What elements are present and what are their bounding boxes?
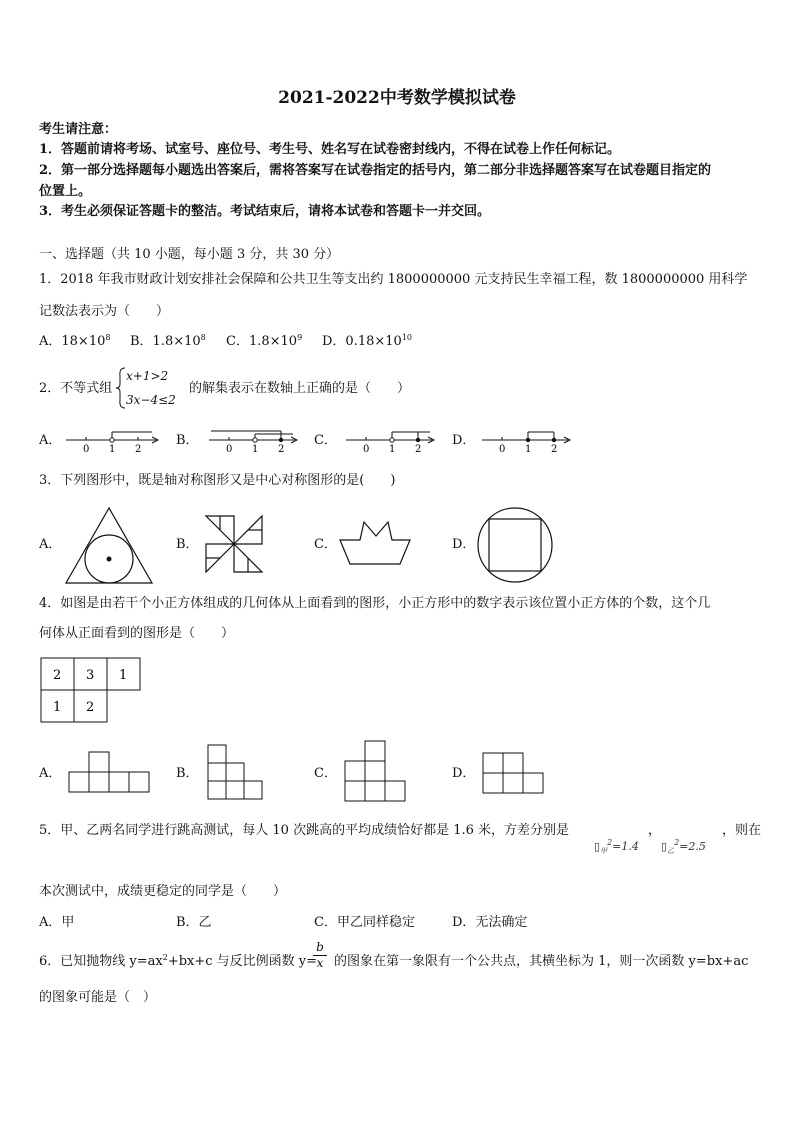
- q5-option-d: D．无法确定: [452, 915, 528, 930]
- q3-figure-pinwheel: [202, 512, 266, 576]
- q5-option-c: C．甲乙同样稳定: [314, 915, 415, 930]
- q1-option-b: B．$1.8\times 10^8$: [130, 333, 206, 349]
- q5-stem-line2: 本次测试中，成绩更稳定的同学是（ ）: [39, 884, 287, 899]
- q5-option-b: B．乙: [176, 915, 212, 930]
- q1-stem-line2: 记数法表示为（ ）: [39, 304, 170, 319]
- q6-stem-line1a: 6．已知抛物线 $y=ax^2+bx+c$ 与反比例函数 y=: [39, 953, 318, 969]
- q2-stem-suffix: 的解集表示在数轴上正确的是（ ）: [189, 381, 411, 396]
- tick-2: 2: [278, 444, 285, 454]
- q2-numberline-d: [478, 426, 573, 454]
- q1-option-c: C．$1.8\times 10^9$: [226, 333, 303, 349]
- grid-cell-5: 2: [86, 700, 95, 715]
- tick-2: 2: [551, 444, 558, 454]
- q4-top-view-grid: [40, 657, 142, 723]
- q3-figure-triangle-circle: [64, 506, 156, 586]
- grid-cell-3: 1: [119, 668, 128, 683]
- tick-1: 1: [389, 444, 396, 454]
- q5-tail: ，则在: [722, 823, 762, 838]
- notice-line-3: 位置上。: [39, 184, 92, 199]
- box-glyph-icon: ▯: [661, 840, 668, 853]
- notice-header: 考生请注意：: [39, 122, 118, 137]
- grid-cell-2: 3: [86, 668, 95, 683]
- q2-option-d-label: D．: [452, 433, 476, 448]
- tick-1: 1: [252, 444, 259, 454]
- q4-option-a-label: A．: [39, 766, 62, 781]
- tick-0: 0: [499, 444, 506, 454]
- q2-inequality-1: x+1>2: [126, 369, 169, 383]
- grid-cell-1: 2: [53, 668, 62, 683]
- q4-figure-b: [207, 744, 269, 802]
- q3-option-b-label: B．: [176, 537, 199, 552]
- notice-line-4: 3．考生必须保证答题卡的整洁。考试结束后，请将本试卷和答题卡一并交回。: [39, 204, 491, 219]
- q4-option-c-label: C．: [314, 766, 337, 781]
- q1-stem-line1: 1．2018 年我市财政计划安排社会保障和公共卫生等支出约 1800000000 元支持民生幸福工程，数 1800000000 用科学: [39, 272, 748, 287]
- q5-option-a: A．甲: [39, 915, 75, 930]
- notice-line-2: 2．第一部分选择题每小题选出答案后，需将答案写在试卷指定的括号内，第二部分非选择题答案写在试卷题目指定的: [39, 163, 712, 178]
- q3-figure-boat: [338, 518, 412, 568]
- q6-stem-line1c: 的图象在第一象限有一个公共点，其横坐标为 1，则一次函数 y=bx+ac: [334, 954, 749, 969]
- q1-option-a: A．$18\times 10^8$: [39, 333, 111, 349]
- q4-stem-line1: 4．如图是由若干个小正方体组成的几何体从上面看到的图形，小正方形中的数字表示该位置小正方体的个数，这个几: [39, 596, 711, 611]
- q5-variance-yi: $▯_乙^2=2.5$: [661, 838, 706, 855]
- q4-figure-d: [482, 752, 548, 794]
- q3-figure-circle-square: [476, 506, 554, 584]
- q5-variance-jia: $▯_甲^2=1.4$: [594, 838, 639, 855]
- q2-numberline-c: [342, 426, 437, 454]
- tick-0: 0: [363, 444, 370, 454]
- q2-option-b-label: B．: [176, 433, 199, 448]
- q4-figure-a: [68, 750, 154, 794]
- section-heading: 一、选择题（共 10 小题，每小题 3 分，共 30 分）: [39, 247, 340, 262]
- q1-option-d: D．$0.18\times 10^{10}$: [322, 333, 412, 349]
- tick-1: 1: [109, 444, 116, 454]
- q6-stem-line2: 的图象可能是（ ）: [39, 990, 157, 1005]
- q3-stem: 3．下列图形中，既是轴对称图形又是中心对称图形的是( ): [39, 473, 396, 488]
- q5-stem-line1: 5．甲、乙两名同学进行跳高测试，每人 10 次跳高的平均成绩恰好都是 1.6 米，方差分别是: [39, 823, 570, 838]
- q3-option-c-label: C．: [314, 537, 337, 552]
- q5-comma: ，: [648, 823, 662, 838]
- q2-option-a-label: A．: [39, 433, 62, 448]
- q4-option-d-label: D．: [452, 766, 476, 781]
- q2-option-c-label: C．: [314, 433, 337, 448]
- q4-figure-c: [344, 740, 410, 802]
- tick-1: 1: [525, 444, 532, 454]
- tick-0: 0: [83, 444, 90, 454]
- q4-option-b-label: B．: [176, 766, 199, 781]
- tick-2: 2: [135, 444, 142, 454]
- tick-0: 0: [226, 444, 233, 454]
- grid-cell-4: 1: [53, 700, 62, 715]
- q2-prefix: 2．不等式组: [39, 381, 113, 396]
- box-glyph-icon: ▯: [594, 840, 601, 853]
- page-title: 2021-2022中考数学模拟试卷: [278, 88, 516, 108]
- q2-numberline-a: [62, 426, 162, 454]
- q3-option-d-label: D．: [452, 537, 476, 552]
- fraction-numerator: b: [316, 940, 324, 954]
- q6-fraction: [313, 940, 327, 971]
- fraction-denominator: x: [313, 955, 327, 971]
- q3-option-a-label: A．: [39, 537, 62, 552]
- notice-line-1: 1．答题前请将考场、试室号、座位号、考生号、姓名写在试卷密封线内，不得在试卷上作任何标记。: [39, 142, 621, 157]
- tick-2: 2: [415, 444, 422, 454]
- q2-numberline-b: [205, 426, 300, 454]
- q4-stem-line2: 何体从正面看到的图形是（ ）: [39, 626, 235, 641]
- q2-inequality-2: 3x−4≤2: [126, 393, 176, 407]
